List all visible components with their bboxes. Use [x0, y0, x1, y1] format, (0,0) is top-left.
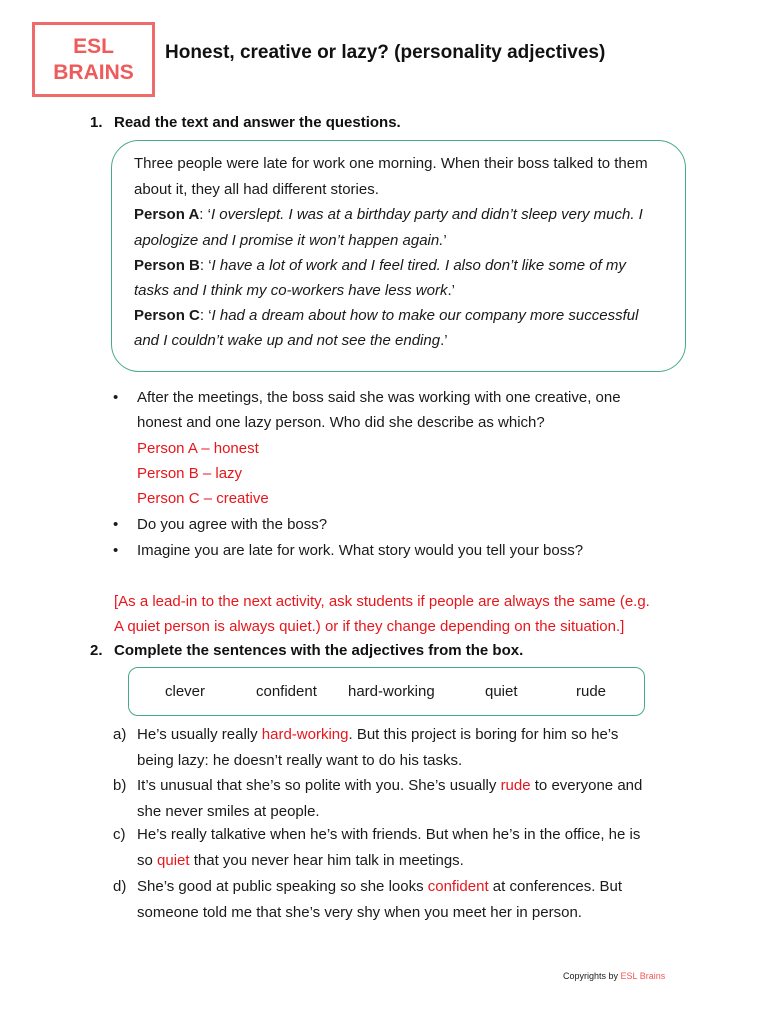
answer-person-b: Person B – lazy — [137, 465, 243, 482]
section-1-heading-text: Read the text and answer the questions. — [114, 114, 401, 131]
bullet-dot: • — [113, 516, 119, 533]
person-b-quote-line-2: tasks and I think my co-workers have less work.’ — [134, 282, 455, 299]
section-1-heading — [90, 114, 401, 131]
page-title: Honest, creative or lazy? (personality adjectives) — [165, 42, 606, 63]
person-a-quote-line-1: Person A: ‘I overslept. I was at a birthday party and didn’t sleep very much. I — [134, 206, 643, 223]
item-c-answer: quiet — [157, 852, 190, 869]
section-2-heading-text: Complete the sentences with the adjectives from the box. — [114, 642, 524, 659]
item-a-label: a) — [113, 726, 127, 743]
story-intro-line-1: Three people were late for work one morning. When their boss talked to them — [134, 155, 648, 172]
person-c-quote-line-1: Person C: ‘I had a dream about how to make our company more successful — [134, 307, 639, 324]
item-c-line-2: so quiet that you never hear him talk in meetings. — [137, 852, 464, 869]
question-2: Do you agree with the boss? — [137, 516, 328, 533]
person-b-quote-line-1: Person B: ‘I have a lot of work and I feel tired. I also don’t like some of my — [134, 257, 626, 274]
item-b-line-1: It’s unusual that she’s so polite with you. She’s usually rude to everyone and — [137, 777, 643, 794]
item-b-label: b) — [113, 777, 127, 794]
word-hard-working: hard-working — [348, 683, 435, 700]
section-2-heading — [90, 642, 523, 659]
question-3: Imagine you are late for work. What story would you tell your boss? — [137, 542, 584, 559]
person-c-label: Person C — [134, 307, 200, 324]
logo-line-1: ESL — [73, 34, 114, 58]
person-c-quote-line-2: and I couldn’t wake up and not see the ending.’ — [134, 332, 448, 349]
logo-line-2: BRAINS — [53, 60, 134, 84]
esl-brains-logo — [32, 22, 155, 97]
item-a-line-1: He’s usually really hard-working. But this project is boring for him so he’s — [137, 726, 619, 743]
answer-person-a: Person A – honest — [137, 440, 259, 457]
item-b-line-2: she never smiles at people. — [137, 803, 320, 820]
word-confident: confident — [256, 683, 317, 700]
teacher-note-line-1: [As a lead-in to the next activity, ask students if people are always the same (e.g. — [114, 593, 650, 610]
teacher-note-line-2: A quiet person is always quiet.) or if they change depending on the situation.] — [114, 618, 625, 635]
bullet-dot: • — [113, 389, 119, 406]
person-a-quote-line-2: apologize and I promise it won’t happen again.’ — [134, 232, 447, 249]
copyright-footer: Copyrights by ESL Brains — [563, 971, 666, 981]
item-d-label: d) — [113, 878, 127, 895]
word-quiet: quiet — [485, 683, 518, 700]
item-a-line-2: being lazy: he doesn’t really want to do his tasks. — [137, 752, 463, 769]
question-1-line-2: honest and one lazy person. Who did she describe as which? — [137, 414, 545, 431]
word-clever: clever — [165, 683, 206, 700]
question-1-line-1: After the meetings, the boss said she was working with one creative, one — [137, 389, 621, 406]
word-rude: rude — [576, 683, 607, 700]
item-d-answer: confident — [427, 878, 489, 895]
answer-person-c: Person C – creative — [137, 490, 269, 507]
section-1-number: 1. — [90, 114, 103, 131]
item-b-answer: rude — [500, 777, 531, 794]
item-d-line-1: She’s good at public speaking so she looks confident at conferences. But — [137, 878, 623, 895]
item-d-line-2: someone told me that she’s very shy when you meet her in person. — [137, 904, 582, 921]
footer-brand: ESL Brains — [620, 971, 666, 981]
item-a-answer: hard-working — [261, 726, 349, 743]
bullet-dot: • — [113, 542, 119, 559]
story-intro-line-2: about it, they all had different stories. — [134, 181, 379, 198]
person-a-label: Person A — [134, 206, 200, 223]
item-c-label: c) — [113, 826, 126, 843]
person-b-label: Person B — [134, 257, 200, 274]
section-2-number: 2. — [90, 642, 103, 659]
item-c-line-1: He’s really talkative when he’s with friends. But when he’s in the office, he is — [137, 826, 641, 843]
